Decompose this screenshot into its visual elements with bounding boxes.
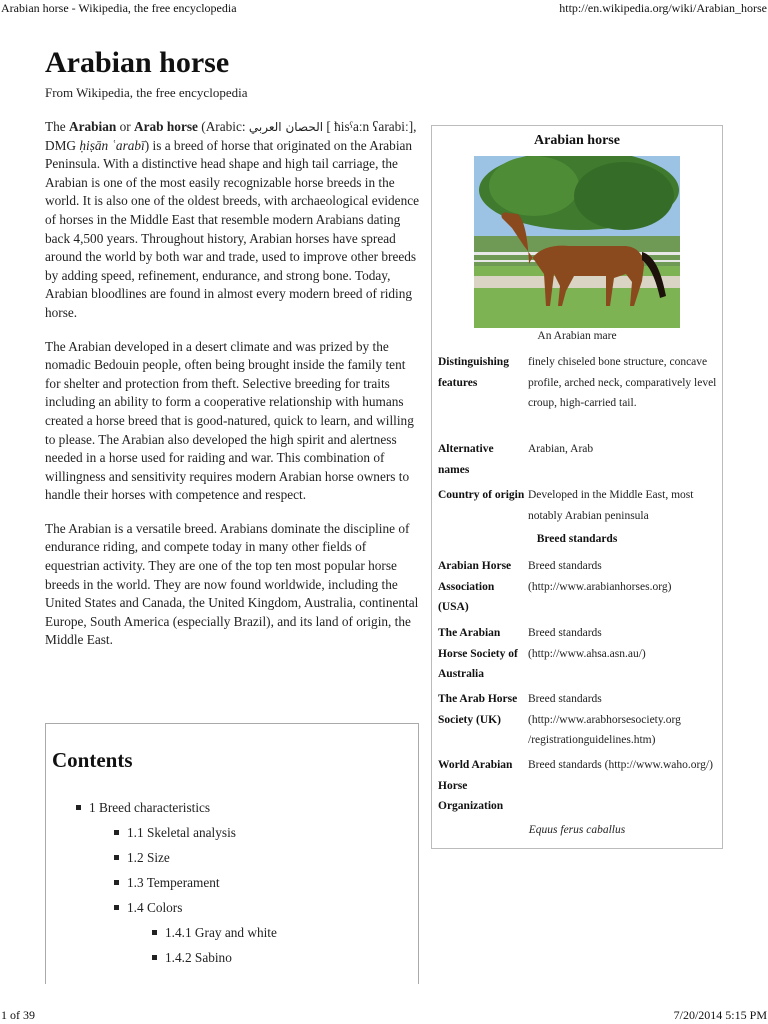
bullet-icon — [114, 855, 119, 860]
bullet-icon — [152, 930, 157, 935]
page-indicator: 1 of 39 — [1, 1008, 35, 1022]
horse-photo[interactable] — [474, 156, 680, 328]
toc-item[interactable]: 1.4 Colors — [114, 900, 182, 916]
print-datetime: 7/20/2014 5:15 PM — [673, 1008, 767, 1022]
bold-term-arab-horse: Arab horse — [134, 119, 198, 134]
infobox-title: Arabian horse — [534, 133, 620, 148]
toc-heading: Contents — [52, 748, 133, 772]
toc-item[interactable]: 1.3 Temperament — [114, 875, 220, 891]
table-of-contents — [45, 723, 419, 984]
binomial-name: Equus ferus caballus — [528, 824, 626, 836]
print-header — [0, 0, 768, 18]
bullet-icon — [114, 880, 119, 885]
toc-item[interactable]: 1 Breed characteristics — [76, 800, 210, 816]
article-title: Arabian horse — [45, 46, 230, 79]
bullet-icon — [76, 805, 81, 810]
breed-standards-heading: Breed standards — [536, 533, 618, 545]
dmg-transliteration: ḥiṣān ʿarabī — [79, 137, 145, 153]
infobox: Arabian horse An Arabian mare Distinguishing features finely chiseled bone structure, concave profile, arched neck, comparatively level croup, high-carried tail. Alternative names Arabian, Arab Country of origin Developed in the Middle East, most notably Arabian peninsula Breed standards Arabian Horse Association (USA) Breed standards (http://www.arabianhorses.org) The Arabian Horse Society of Australia Breed standards (http://www.ahsa.asn.au/) The Arab Horse Society (UK) Breed standards (http://www.arabhorsesociety.org /registrationguidelines.htm) World Arabian Horse Organization Breed standards (http://www.waho.org/) Equus ferus caballus — [431, 125, 723, 849]
bold-term-arabian: Arabian — [69, 119, 117, 134]
page-url[interactable]: http://en.wikipedia.org/wiki/Arabian_horse — [559, 1, 767, 15]
article-body — [45, 118, 423, 665]
arabic-name: الحصان العربي — [248, 120, 324, 134]
toc-item[interactable]: 1.4.2 Sabino — [152, 950, 232, 966]
print-footer — [0, 1002, 768, 1024]
article-subtitle: From Wikipedia, the free encyclopedia — [45, 85, 248, 100]
toc-item[interactable]: 1.1 Skeletal analysis — [114, 825, 236, 841]
bullet-icon — [114, 905, 119, 910]
paragraph-1: The Arabian or Arab horse (Arabic: الحصان العربي [ ħisˤaːn ʕarabiː], DMG ḥiṣān ʿarabī) is a breed of horse that originated on the Arabian Peninsula. With a distinctive head shape and high tail carriage, the Arabian is one of the most easily recognizable horse breeds in the world. It is also one of the oldest breeds, with archaeological evidence of horses in the Middle East that resemble modern Arabians dating back 4,500 years. Throughout history, Arabian horses have spread around the world by both war and trade, used to improve other breeds by adding speed, refinement, endurance, and strong bone. Today, Arabian bloodlines are found in almost every modern breed of riding horse. — [45, 119, 420, 320]
toc-item[interactable]: 1.4.1 Gray and white — [152, 925, 277, 941]
photo-caption: An Arabian mare — [537, 330, 617, 342]
paragraph-3: The Arabian is a versatile breed. Arabians dominate the discipline of endurance riding, and compete today in many other fields of equestrian activity. They are one of the top ten most popular horse breeds in the world. They are now found worldwide, including the United States and Canada, the United Kingdom, Australia, continental Europe, South America (especially Brazil), and its land of origin, the Middle East. — [45, 520, 419, 648]
toc-item[interactable]: 1.2 Size — [114, 850, 170, 866]
paragraph-2: The Arabian developed in a desert climate and was prized by the nomadic Bedouin people, often being brought inside the family tent for shelter and protection from theft. Selective breeding for traits including an ability to form a cooperative relationship with humans created a horse breed that is good-natured, quick to learn, and willing to please. The Arabian also developed the high spirit and alertness needed in a horse used for raiding and war. This combination of willingness and sensitivity requires modern Arabian horse owners to handle their horses with competence and respect. — [45, 338, 414, 503]
page-title-header: Arabian horse - Wikipedia, the free encyclopedia — [1, 1, 237, 15]
bullet-icon — [114, 830, 119, 835]
bullet-icon — [152, 955, 157, 960]
